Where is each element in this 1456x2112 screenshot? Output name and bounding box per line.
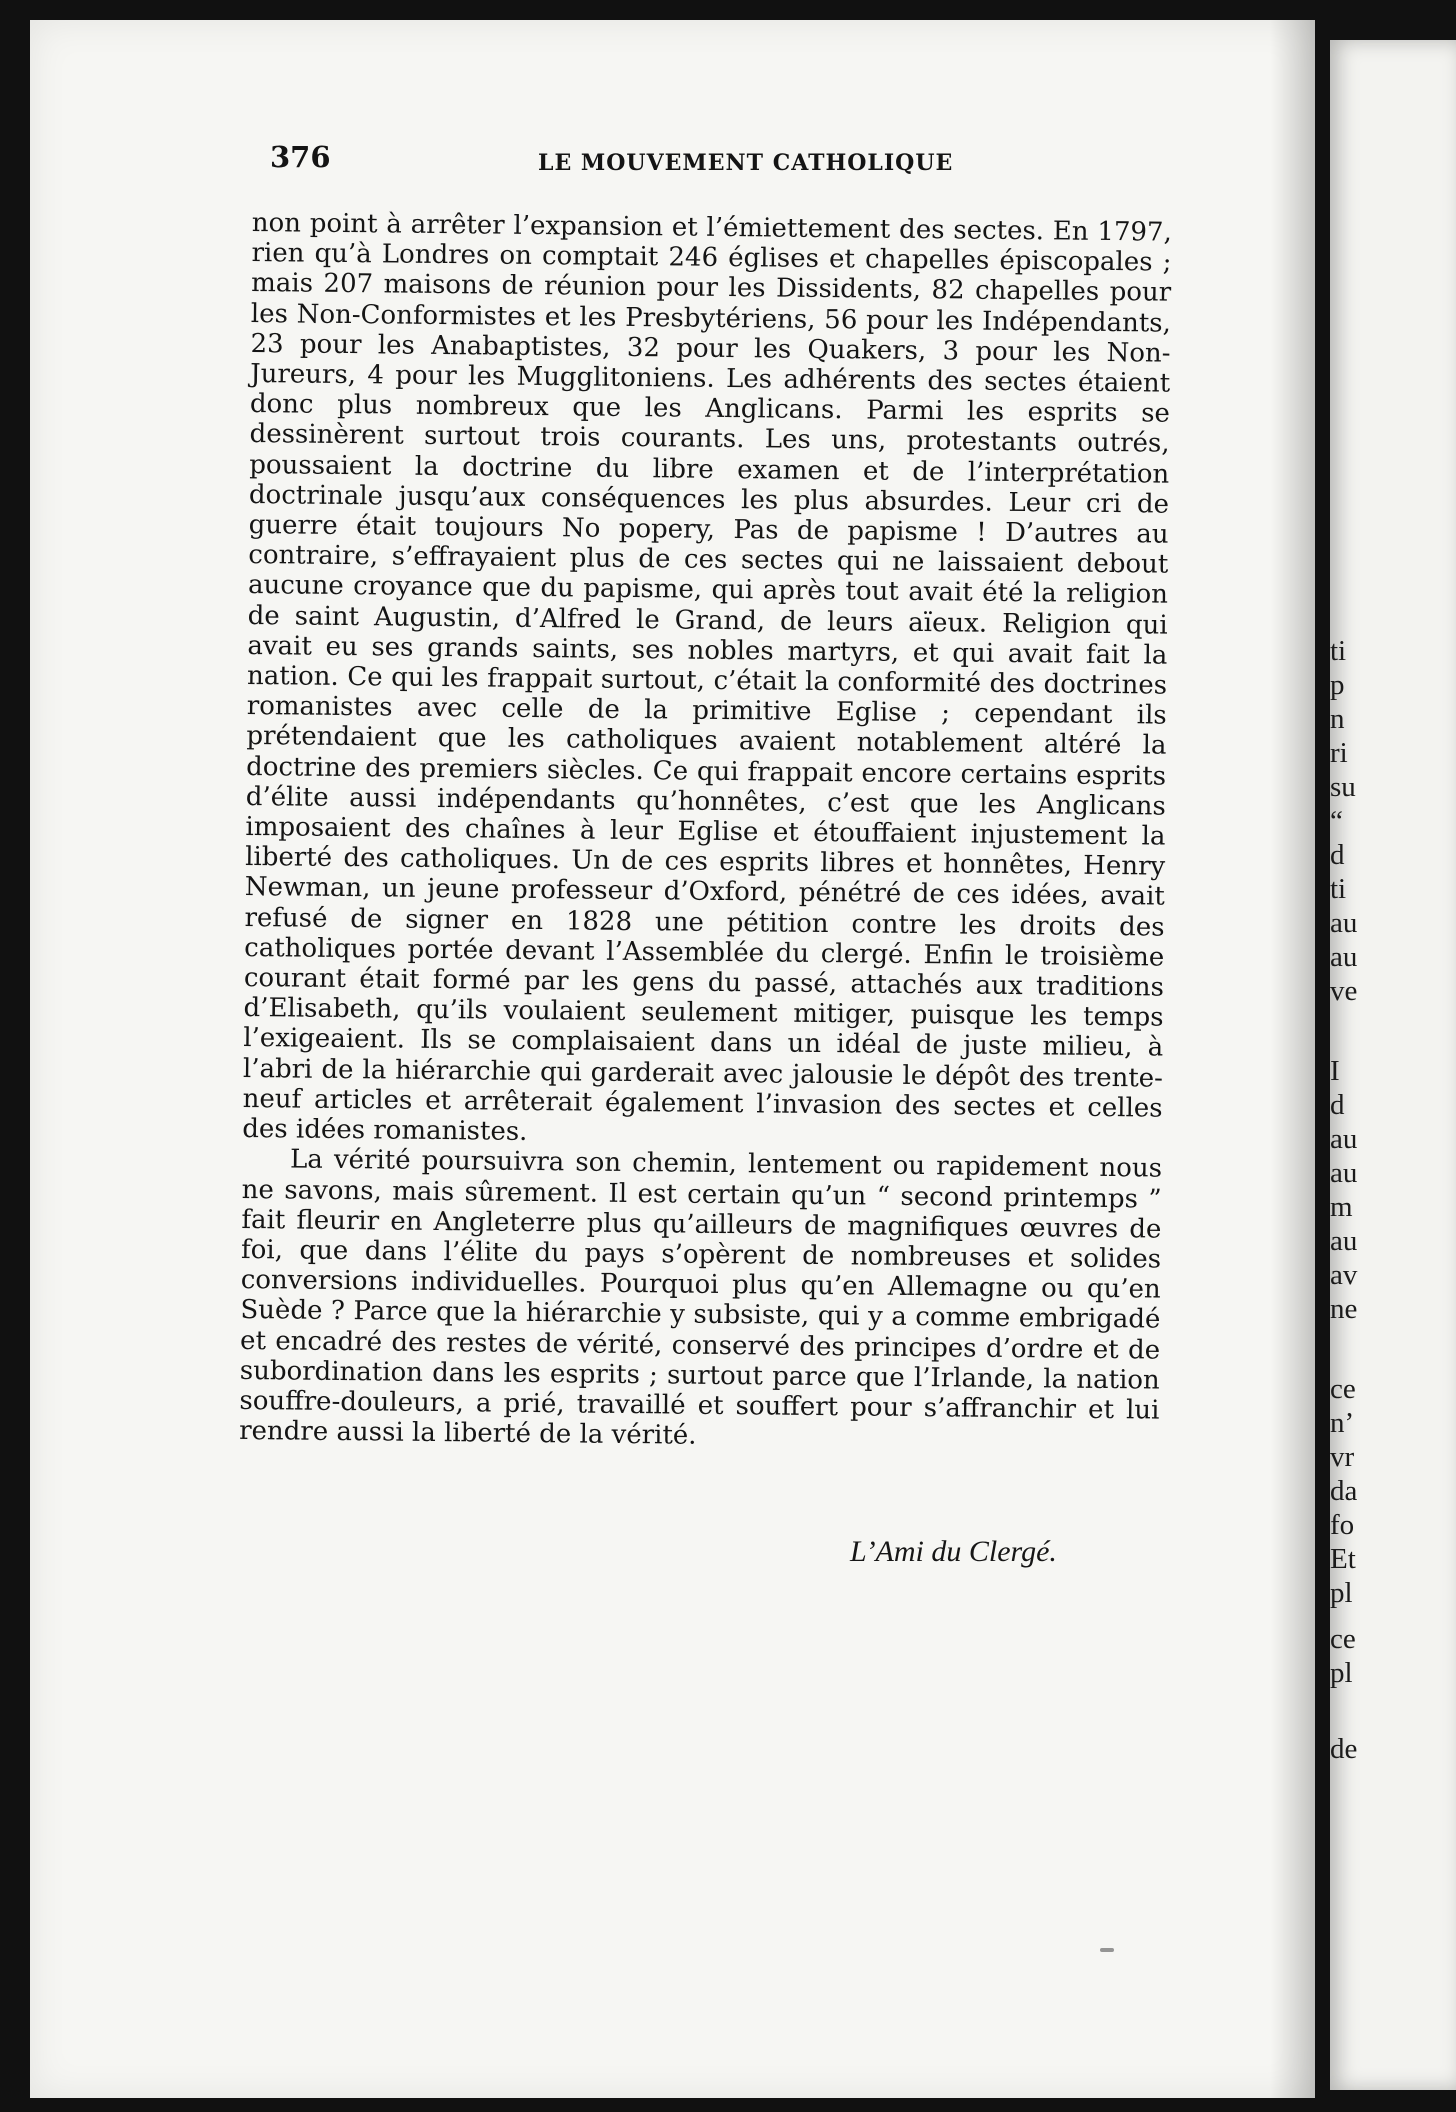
facing-fragment: n: [1330, 703, 1345, 735]
facing-fragment: ve: [1330, 975, 1358, 1007]
paragraph: non point à arrêter l’expansion et l’émiettement des sectes. En 1797, rien qu’à Londres on comptait 246 églises et chapelles épiscopales ; mais 207 maisons de réunion pour les Dissidents, 82 chapelles pour les Non-Conformistes et les Presbytériens, 56 pour les Indépendants, 23 pour les Anabaptistes, 32 pour les Quakers, 3 pour les Non-Jureurs, 4 pour les Mugglitoniens. Les adhérents des sectes étaient donc plus nombreux que les Anglicans. Parmi les esprits se dessinèrent surtout trois courants. Les uns, protestants outrés, poussaient la doctrine du libre examen et de l’interprétation doctrinale jusqu’aux conséquences les plus absurdes. Leur cri de guerre était toujours No popery, Pas de papisme ! D’autres au contraire, s’effrayaient plus de ces sectes qui ne laissaient debout aucune croyance que du papisme, qui après tout avait été la religion de saint Augustin, d’Alfred le Grand, de leurs aïeux. Religion qui avait eu ses grands saints, ses nobles martyrs, et qui avait fait la nation. Ce qui les frappait surtout, c’était la conformité des doctrines romanistes avec celle de la primitive Eglise ; cependant ils prétendaient que les catholiques avaient notablement altéré la doctrine des premiers siècles. Ce qui frappait encore certains esprits d’élite aussi indépendants qu’honnêtes, c’est que les Anglicans imposaient des chaînes à leur Eglise et étouffaient injustement la liberté des catholiques. Un de ces esprits libres et honnêtes, Henry Newman, un jeune professeur d’Oxford, pénétré de ces idées, avait refusé de signer en 1828 une pétition contre les droits des catholiques portée devant l’Assemblée du clergé. Enfin le troisième courant était formé par les gens du passé, attachés aux traditions d’Elisabeth, qu’ils voulaient seulement mitiger, puisque les temps l’exigeaient. Ils se complaisaient dans un idéal de juste milieu, à l’abri de la hiérarchie qui garderait avec jalousie le dépôt des trente-neuf articles et arrêterait également l’invasion des sectes et celles des idées romanistes.: [242, 208, 1172, 1148]
facing-fragment: pl: [1330, 1577, 1353, 1609]
gutter-shadow: [1270, 20, 1315, 2098]
facing-fragment: fo: [1330, 1509, 1355, 1541]
facing-fragment: m: [1330, 1191, 1353, 1223]
facing-fragment: pl: [1330, 1657, 1353, 1689]
facing-fragment: “: [1330, 805, 1343, 837]
facing-fragment: da: [1330, 1475, 1358, 1507]
facing-fragment: ri: [1330, 737, 1348, 769]
facing-fragment: p: [1330, 669, 1345, 701]
facing-fragment: au: [1330, 941, 1358, 973]
facing-fragment: ti: [1330, 873, 1347, 905]
facing-fragment: n’: [1330, 1407, 1355, 1439]
facing-fragment: ce: [1330, 1373, 1356, 1405]
facing-fragment: de: [1330, 1733, 1358, 1765]
body-text: [239, 208, 1172, 1456]
facing-fragment: av: [1330, 1259, 1358, 1291]
facing-fragment: au: [1330, 1225, 1358, 1257]
facing-fragment: I: [1330, 1055, 1340, 1087]
facing-fragment: vr: [1330, 1441, 1355, 1473]
facing-fragment: au: [1330, 1123, 1358, 1155]
scan-speck: [1100, 1948, 1114, 1952]
page-number: 376: [270, 140, 331, 174]
facing-fragment: su: [1330, 771, 1356, 803]
paragraph: La vérité poursuivra son chemin, lentement ou rapidement nous ne savons, mais sûrement. Il est certain qu’un “ second printemps ” fait fleurir en Angleterre plus qu’ailleurs de magnifiques œuvres de foi, que dans l’élite du pays s’opèrent de nombreuses et solides conversions individuelles. Pourquoi plus qu’en Allemagne ou qu’en Suède ? Parce que la hiérarchie y subsiste, qui y a comme embrigadé et encadré des restes de vérité, conservé des principes d’ordre et de subordination dans les esprits ; surtout parce que l’Irlande, la nation souffre-douleurs, a prié, travaillé et souffert pour s’affranchir et lui rendre aussi la liberté de la vérité.: [239, 1144, 1163, 1451]
facing-fragment: ce: [1330, 1623, 1356, 1655]
facing-fragment: ti: [1330, 635, 1347, 667]
facing-fragment: d: [1330, 839, 1345, 871]
facing-fragment: au: [1330, 907, 1358, 939]
facing-fragment: d: [1330, 1089, 1345, 1121]
running-head-title: LE MOUVEMENT CATHOLIQUE: [538, 150, 954, 176]
facing-fragment: au: [1330, 1157, 1358, 1189]
signature: L’Ami du Clergé.: [850, 1535, 1057, 1568]
facing-fragment: Et: [1330, 1543, 1356, 1575]
right-page-edge: [1330, 40, 1456, 2090]
facing-fragment: ne: [1330, 1293, 1358, 1325]
